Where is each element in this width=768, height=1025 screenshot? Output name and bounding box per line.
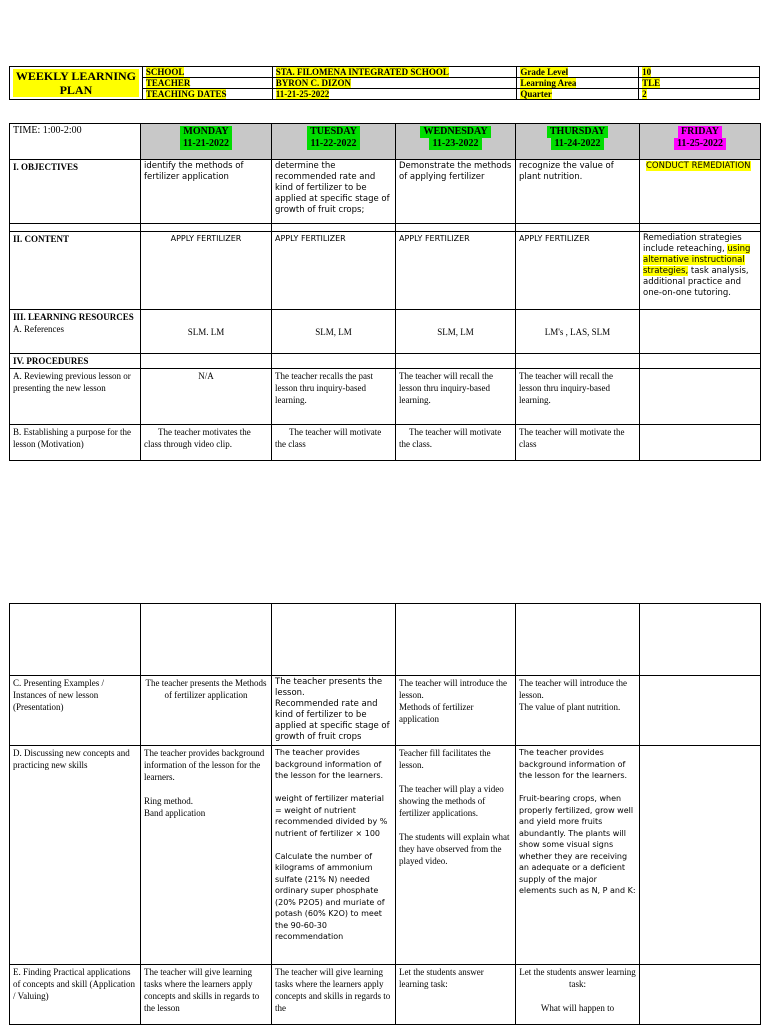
procedure-d-friday [640,746,761,965]
procedure-e-wednesday: Let the students answer learning task: [396,965,516,1025]
procedure-a-wednesday: The teacher will recall the lesson thru inquiry-based learning. [396,369,516,425]
day-name: FRIDAY [678,126,722,138]
school-value: STA. FILOMENA INTEGRATED SCHOOL [275,67,449,77]
day-header-wednesday [396,124,516,160]
procedures-label: IV. PROCEDURES [10,354,141,369]
area-label-cell [517,78,639,89]
content-wednesday: APPLY FERTILIZER [396,232,516,310]
objective-tuesday: determine the recommended rate and kind of fertilizer to be applied at specific stage of growth of fruit crops; [272,160,396,224]
procedure-b-tuesday: The teacher will motivate the class [272,425,396,461]
grade-label-cell [517,67,639,78]
grade-label: Grade Level [520,67,569,77]
teacher-value-cell [272,78,517,89]
procedure-e-thursday: Let the students answer learning task: What will happen to [516,965,640,1025]
references-label: A. References [13,324,64,334]
spacer-cell [640,604,761,676]
procedure-c-monday: The teacher presents the Methods of fertilizer application [141,676,272,746]
day-name: WEDNESDAY [420,126,490,138]
objective-wednesday: Demonstrate the methods of applying fertilizer [396,160,516,224]
spacer-cell [141,354,272,369]
objective-friday: CONDUCT REMEDIATION [646,161,751,171]
remediation-highlight: using alternative instructional strategies, [643,244,751,276]
procedure-a-label: A. Reviewing previous lesson or presenting the new lesson [10,369,141,425]
teacher-label: TEACHER [145,78,191,88]
day-date: 11-22-2022 [307,138,359,150]
spacer-cell [396,224,516,232]
objective-thursday: recognize the value of plant nutrition. [516,160,640,224]
spacer-cell [640,354,761,369]
spacer-cell [272,604,396,676]
quarter-value-cell [639,89,760,100]
procedure-b-friday [640,425,761,461]
procedure-c-tuesday: The teacher presents the lesson. Recommended rate and kind of fertilizer to be applied at specific stage of growth of fruit crops [272,676,396,746]
remediation-text: Remediation strategies include reteaching, [643,233,742,254]
spacer-cell [272,224,396,232]
procedure-a-monday: N/A [141,369,272,425]
content-monday: APPLY FERTILIZER [141,232,272,310]
procedure-b-label: B. Establishing a purpose for the lesson (Motivation) [10,425,141,461]
day-date: 11-23-2022 [429,138,481,150]
plan-title-cell [10,67,143,100]
spacer-cell [516,604,640,676]
plan-table-page-1 [9,123,761,461]
plan-table-page-2 [9,603,761,1025]
procedure-e-tuesday: The teacher will give learning tasks where the learners apply concepts and skills in regards to the [272,965,396,1025]
teacher-value: BYRON C. DIZON [275,78,351,88]
resources-monday: SLM. LM [141,310,272,354]
day-name: TUESDAY [307,126,360,138]
quarter-value: 2 [642,89,647,99]
spacer-cell [396,604,516,676]
procedure-b-wednesday: The teacher will motivate the class. [396,425,516,461]
objectives-label: I. OBJECTIVES [10,160,141,224]
procedure-d-label: D. Discussing new concepts and practicing new skills [10,746,141,965]
procedure-c-thursday: The teacher will introduce the lesson. The value of plant nutrition. [516,676,640,746]
grade-value: 10 [642,67,652,77]
school-value-cell [272,67,517,78]
dates-label-cell [142,89,272,100]
spacer-cell [141,224,272,232]
spacer-cell [516,354,640,369]
plan-title: WEEKLY LEARNING PLAN [13,69,139,97]
dates-value: 11-21-25-2022 [275,89,330,99]
time-label: TIME: 1:00-2:00 [13,125,82,136]
school-label: SCHOOL [145,67,185,77]
procedure-e-label: E. Finding Practical applications of concepts and skill (Application / Valuing) [10,965,141,1025]
procedure-d-wednesday: Teacher fill facilitates the lesson. The teacher will play a video showing the methods of fertilizer applications. The students will explain what they have observed from the played video. [396,746,516,965]
procedure-d-thursday: The teacher provides background information of the lesson for the learners. Fruit-bearing crops, when properly fertilized, grow well and yield more fruits abundantly. The plants will show some visual signs whether they are receiving an adequate or a deficient supply of the major elements such as N, P and K: [516,746,640,965]
header-table [9,66,760,100]
day-name: THURSDAY [547,126,608,138]
day-date: 11-24-2022 [551,138,603,150]
procedure-e-friday [640,965,761,1025]
resources-wednesday: SLM, LM [396,310,516,354]
content-thursday: APPLY FERTILIZER [516,232,640,310]
content-tuesday: APPLY FERTILIZER [272,232,396,310]
spacer-cell [516,224,640,232]
resources-label-cell [10,310,141,354]
quarter-label-cell [517,89,639,100]
dates-label: TEACHING DATES [145,89,227,99]
procedure-b-thursday: The teacher will motivate the class [516,425,640,461]
procedure-d-monday: The teacher provides background information of the lesson for the learners. Ring method. Band application [141,746,272,965]
quarter-label: Quarter [520,89,552,99]
remediation-text-end: task analysis, additional practice and one-on-one tutoring. [643,266,749,298]
procedure-c-label: C. Presenting Examples / Instances of new lesson (Presentation) [10,676,141,746]
resources-friday [640,310,761,354]
resources-label: III. LEARNING RESOURCES [13,312,134,322]
day-header-tuesday [272,124,396,160]
spacer-cell [10,604,141,676]
teacher-label-cell [142,78,272,89]
procedure-a-thursday: The teacher will recall the lesson thru inquiry-based learning. [516,369,640,425]
resources-thursday: LM's , LAS, SLM [516,310,640,354]
time-cell [10,124,141,160]
resources-tuesday: SLM, LM [272,310,396,354]
spacer-cell [640,224,761,232]
content-friday [640,232,761,310]
day-header-friday [640,124,761,160]
area-value-cell [639,78,760,89]
spacer-cell [10,224,141,232]
objective-friday-cell [640,160,761,224]
objective-monday: identify the methods of fertilizer application [141,160,272,224]
day-header-monday [141,124,272,160]
spacer-cell [396,354,516,369]
procedure-b-monday: The teacher motivates the class through video clip. [141,425,272,461]
procedure-e-monday: The teacher will give learning tasks where the learners apply concepts and skills in regards to the lesson [141,965,272,1025]
grade-value-cell [639,67,760,78]
procedure-c-wednesday: The teacher will introduce the lesson. Methods of fertilizer application [396,676,516,746]
area-value: TLE [642,78,661,88]
procedure-c-friday [640,676,761,746]
spacer-cell [272,354,396,369]
area-label: Learning Area [520,78,577,88]
procedure-a-tuesday: The teacher recalls the past lesson thru inquiry-based learning. [272,369,396,425]
day-header-thursday [516,124,640,160]
procedure-a-friday [640,369,761,425]
content-label: II. CONTENT [10,232,141,310]
day-name: MONDAY [180,126,231,138]
day-date: 11-21-2022 [180,138,232,150]
procedure-d-tuesday: The teacher provides background information of the lesson for the learners. weight of fertilizer material = weight of nutrient recommended divided by % nutrient of fertilizer × 100 Calculate the number of kilograms of ammonium sulfate (21% N) needed ordinary super phosphate (20% P2O5) and muriate of potash (60% K2O) to meet the 90-60-30 recommendation [272,746,396,965]
spacer-cell [141,604,272,676]
school-label-cell [142,67,272,78]
dates-value-cell [272,89,517,100]
day-date: 11-25-2022 [674,138,726,150]
